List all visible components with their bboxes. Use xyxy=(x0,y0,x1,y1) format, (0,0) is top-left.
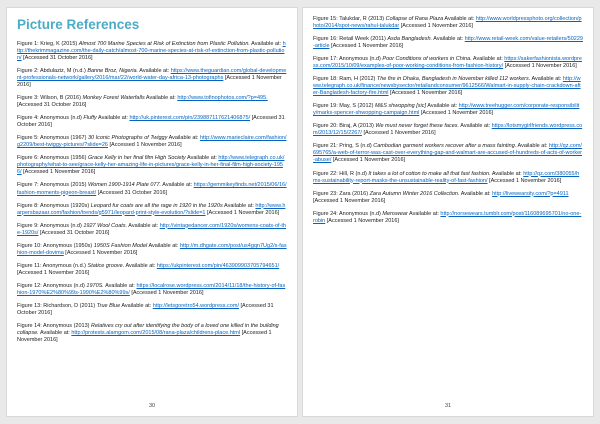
reference-available-at: Available at: xyxy=(103,282,137,289)
reference-link[interactable]: http://qz.com/695765/a-web-of-terror-was-cast-over-everything-gap-and-walmart-are-accused-of-hundreds-of-acts-of-worker-abuse/ xyxy=(313,143,582,164)
reference-available-at: Available at: xyxy=(147,242,180,249)
figure-label: Figure 13: xyxy=(17,302,42,309)
reference-accessed-date: [Accessed 31 October 2016] xyxy=(96,189,168,196)
reference-entry xyxy=(313,56,583,70)
reference-title: 1950S Fashion Model xyxy=(93,242,148,249)
reference-entry xyxy=(17,155,287,176)
reference-link[interactable]: http://www.harpersbazaar.com/fashion/trends/g5971/leopard-print-style-evolution/?slide=1 xyxy=(17,202,286,216)
reference-link[interactable]: http://protests.alamgom.com/2015/08/rana-plaza/childrens-place.html xyxy=(71,329,241,336)
reference-author-year: Anonymous (n.d) xyxy=(337,210,383,217)
reference-title: Menswear xyxy=(382,210,408,217)
figure-label: Figure 12: xyxy=(17,282,42,289)
reference-author-year: Abdulaziz, M (n.d.) xyxy=(38,68,88,75)
reference-title: The fire in Dhaka, Bangladesh in November killed 112 workers. xyxy=(376,76,531,83)
reference-accessed-date: [Accessed 1 November 2016] xyxy=(313,197,386,204)
reference-author-year: Anonymous (n.d) xyxy=(337,56,383,63)
reference-author-year: Richardson, D (2011) xyxy=(41,302,97,309)
reference-available-at: Available at: xyxy=(120,302,153,309)
reference-author-year: Ram, H (2012) xyxy=(337,76,377,83)
figure-label: Figure 16: xyxy=(313,36,338,43)
reference-entry xyxy=(17,203,287,217)
reference-title: Leopard fur coats are all the rage in 1920 in the 1920s xyxy=(90,202,223,209)
reference-accessed-date: [Accessed 31 October 2016] xyxy=(21,55,93,62)
reference-accessed-date: [Accessed 1 November 2016] xyxy=(331,157,406,164)
reference-available-at: Available at: xyxy=(96,115,130,122)
reference-available-at: Available at: xyxy=(138,68,171,75)
reference-available-at: Available at: xyxy=(443,16,476,22)
reference-accessed-date: [Accessed 1 November 2016] xyxy=(325,217,399,224)
reference-title: Women 1900-1914 Plate 077. xyxy=(87,182,162,189)
reference-entry xyxy=(17,243,287,257)
figure-label: Figure 1: xyxy=(17,41,39,47)
reference-link[interactable]: http://m.dhgate.com/post/us4gqn7Ug2/s-fashion-model-dovima xyxy=(17,242,287,256)
reference-author-year: Anonymous (1950s) xyxy=(41,242,94,249)
reference-entry xyxy=(17,323,287,344)
reference-entry xyxy=(313,76,583,97)
figure-label: Figure 3: xyxy=(17,95,39,102)
reference-accessed-date: [Accessed 1 November 2016] xyxy=(205,209,280,216)
figure-label: Figure 18: xyxy=(313,76,338,83)
reference-link[interactable]: http://norsewears.tumblr.com/post/116089695701/no-one-robin xyxy=(313,210,582,224)
reference-available-at: Available at: xyxy=(530,76,563,83)
figure-label: Figure 11: xyxy=(17,262,42,269)
figure-label: Figure 17: xyxy=(313,56,338,63)
reference-available-at: Available at: xyxy=(222,202,256,209)
reference-title: 1927 Wool Coats. xyxy=(83,222,128,229)
reference-link[interactable]: http://letsgoretro54.wordpress.com/ xyxy=(152,302,239,309)
reference-title: Almost 700 Marine Species at Risk of Extinction from Plastic Pollution. xyxy=(78,41,250,47)
figure-label: Figure 24: xyxy=(313,210,338,217)
reference-accessed-date: [Accessed 1 November 2016] xyxy=(329,43,404,50)
reference-title: 1970S. xyxy=(86,282,104,289)
reference-available-at: Available at: xyxy=(167,135,200,142)
reference-author-year: Krieg, K (2015) xyxy=(38,41,79,47)
reference-title: Asda Bangladesh. xyxy=(387,36,433,43)
reference-available-at: Available at: xyxy=(161,182,194,189)
reference-list-right xyxy=(313,16,583,225)
reference-entry xyxy=(313,171,583,185)
reference-entry xyxy=(17,182,287,196)
reference-link[interactable]: https://lotsmygirlfriends.wordpress.com/2013/12/15/2267/ xyxy=(313,123,583,137)
reference-author-year: Pring, S (n.d) xyxy=(337,143,374,150)
reference-accessed-date: [Accessed 1 November 2016] xyxy=(17,329,272,343)
reference-accessed-date: [Accessed 1 November 2016] xyxy=(487,177,562,184)
reference-author-year: Anonymous (2013) xyxy=(41,322,91,329)
reference-link[interactable]: http://uk.pinterest.com/pin/239887117621406875/ xyxy=(129,115,251,122)
reference-available-at: Available at: xyxy=(471,56,505,63)
reference-link[interactable]: http://vintagedancer.com/1920s/womens-coats-of-the-1920s/ xyxy=(17,222,286,236)
reference-entry xyxy=(17,115,287,129)
reference-available-at: Available at: xyxy=(432,36,465,43)
reference-link[interactable]: http://www.treehugger.com/corporate-responsibility/marks-spencer-shwopping-campaign.html xyxy=(313,103,580,117)
reference-author-year: May, S (2012) xyxy=(337,103,375,110)
reference-entry xyxy=(17,41,287,62)
reference-entry xyxy=(313,36,583,50)
reference-title: It takes a lot of cotton to make all that fast fashion. xyxy=(368,170,491,177)
reference-available-at: Available at: xyxy=(459,123,492,130)
reference-title: We must never forget these faces. xyxy=(375,123,460,130)
reference-accessed-date: [Accessed 31 October 2016] xyxy=(17,302,274,316)
reference-title: 30 Iconic Photographs of Twiggy xyxy=(87,135,168,142)
reference-available-at: Available at: xyxy=(490,170,524,177)
figure-label: Figure 21: xyxy=(313,143,338,150)
page-number-right: 31 xyxy=(444,403,452,409)
reference-link[interactable]: http://qz.com/380055/hms-sustainability-report-masks-the-unsustainable-reality-of-fast-fashion/ xyxy=(313,170,580,184)
reference-available-at: Available at: xyxy=(127,222,160,229)
reference-author-year: Biraj, A (2013) xyxy=(337,123,376,130)
figure-label: Figure 8: xyxy=(17,202,39,209)
reference-title: Banne Broz, Nigeria. xyxy=(87,68,139,75)
figure-label: Figure 15: xyxy=(313,16,338,22)
reference-author-year: Anonymous (n.d.) xyxy=(41,262,88,269)
reference-entry xyxy=(17,263,287,277)
reference-link[interactable]: https://ukpinterest.com/pin/463909903705794651/ xyxy=(156,262,280,269)
reference-accessed-date: [Accessed 31 October 2016] xyxy=(17,115,285,129)
reference-author-year: Anonymous (1956) xyxy=(38,155,88,162)
figure-label: Figure 5: xyxy=(17,135,39,142)
reference-author-year: Anonymous (n.d) xyxy=(38,222,84,229)
reference-link[interactable]: http://www.worldpressphoto.org/collection/photo/2014/spot-news/rahul-talukdar xyxy=(313,16,582,30)
reference-author-year: Anonymous (1967) xyxy=(38,135,88,142)
reference-available-at: Available at: xyxy=(407,210,441,217)
reference-title: Grace Kelly in her final film High Society xyxy=(87,155,186,162)
reference-author-year: Anonymous (n.d) xyxy=(38,115,84,122)
reference-author-year: Anonymous (2015) xyxy=(38,182,88,189)
reference-accessed-date: [Accessed 1 November 2016] xyxy=(63,249,138,256)
reference-link[interactable]: https://gemmikeyfinds.net/2015/06/16/fashion-moments-pigeon-breast/ xyxy=(17,182,287,196)
reference-accessed-date: [Accessed 1 November 2016] xyxy=(17,269,90,276)
reference-link[interactable]: https://localrose.wordpress.com/2014/11/18/the-history-of-fashion-1970%E2%80%99s-1990%E2%80%99s/ xyxy=(17,282,286,296)
reference-accessed-date: [Accessed 1 November 2016] xyxy=(129,289,204,296)
reference-title: Monkey Forest Waterfalls xyxy=(82,95,145,102)
reference-available-at: Available at: xyxy=(38,329,72,336)
reference-accessed-date: [Accessed 1 November 2016] xyxy=(503,63,577,70)
reference-author-year: Zara (2016) xyxy=(337,190,370,197)
figure-label: Figure 14: xyxy=(17,322,42,329)
figure-label: Figure 6: xyxy=(17,155,39,162)
figure-label: Figure 2: xyxy=(17,68,39,75)
reference-accessed-date: [Accessed 1 November 2016] xyxy=(107,142,182,149)
reference-link[interactable]: http://thekrimmagazine.com/the-daily-catch/almost-700-marine-species-at-risk-of-extinction-from-plastic-pollution/ xyxy=(17,41,286,62)
reference-link[interactable]: http://www.retail-week.com/value-retailers/50229-article xyxy=(313,36,583,50)
reference-author-year: Talukdar, R (2013) xyxy=(337,16,386,22)
reference-entry xyxy=(313,16,583,30)
reference-entry xyxy=(313,143,583,164)
reference-author-year: Hill, R (n.d) xyxy=(337,170,369,177)
reference-accessed-date: [Accessed 1 November 2016] xyxy=(361,130,436,137)
figure-label: Figure 4: xyxy=(17,115,39,122)
reference-accessed-date: [Accessed 1 November 2016] xyxy=(399,23,473,30)
reference-accessed-date: [Accessed 1 November 2016] xyxy=(419,110,494,117)
reference-available-at: Available at: xyxy=(249,41,283,47)
reference-entry xyxy=(17,283,287,297)
reference-title: Statice groove. xyxy=(87,262,125,269)
reference-accessed-date: [Accessed 1 November 2016] xyxy=(17,75,282,89)
reference-link[interactable]: http://www.marieclaire.com/fashion/g2209/best-twiggy-pictures/?slide=26 xyxy=(17,135,287,149)
reference-accessed-date: [Accessed 31 October 2016] xyxy=(17,102,87,109)
reference-title: Relatives cry out after identifying the body of a loved one killed in the building collapse. xyxy=(17,322,279,336)
figure-label: Figure 23: xyxy=(313,190,338,197)
reference-title: M&S shwopping [sic] xyxy=(374,103,427,110)
reference-entry xyxy=(17,68,287,89)
reference-link[interactable]: http://livewearsity.com/?p=4911 xyxy=(492,190,569,197)
reference-link[interactable]: https://sakerfashionista.wordpress.com/2015/10/09/examples-of-poor-working-conditions-from-fashion-history/ xyxy=(313,56,582,70)
reference-available-at: Available at: xyxy=(426,103,459,110)
reference-title: Poor Conditions of workers in China. xyxy=(382,56,472,63)
reference-author-year: Retail Week (2011) xyxy=(337,36,388,43)
page-title: Picture References xyxy=(17,17,140,32)
reference-title: Cambodian garment workers recover after a mass fainting. xyxy=(373,143,517,150)
reference-accessed-date: [Accessed 31 October 2016] xyxy=(38,229,110,236)
reference-accessed-date: [Accessed 1 November 2016] xyxy=(388,90,463,97)
reference-title: Fluffy xyxy=(83,115,97,122)
reference-entry xyxy=(313,103,583,117)
reference-entry xyxy=(313,211,583,225)
reference-entry xyxy=(17,303,287,317)
reference-list-left xyxy=(17,41,287,344)
figure-label: Figure 22: xyxy=(313,170,338,177)
reference-link[interactable]: https://www.theguardian.com/global-development-professionals-network/gallery/2016/mar/22/world-water-day-africa-13-photographs xyxy=(17,68,287,82)
reference-link[interactable]: http://www.telegraph.co.uk/finance/newsbysector/retailandconsumer/9612566/Walmart-in-supply-chain-crackdown-after-Bangladesh-factory-fire.html xyxy=(313,76,581,97)
figure-label: Figure 7: xyxy=(17,182,39,189)
reference-author-year: Anonymous (1920s) xyxy=(38,202,91,209)
reference-title: Zara Autumn Winter 2016 Collection. xyxy=(369,190,460,197)
figure-label: Figure 9: xyxy=(17,222,39,229)
reference-link[interactable]: http://www.telegraph.co.uk/photography/what-to-see/grace-kelly-her-amazing-life-in-pictures/grace-kelly-in-her-final-film-high-society-1956/ xyxy=(17,155,285,176)
reference-available-at: Available at: xyxy=(144,95,178,102)
reference-available-at: Available at: xyxy=(185,155,219,162)
figure-label: Figure 10: xyxy=(17,242,42,249)
figure-label: Figure 20: xyxy=(313,123,338,130)
reference-title: Collapse of Rana Plaza xyxy=(385,16,444,22)
reference-available-at: Available at: xyxy=(124,262,157,269)
reference-available-at: Available at: xyxy=(516,143,549,150)
reference-entry xyxy=(17,95,287,109)
reference-title: True Blue xyxy=(96,302,121,309)
reference-entry xyxy=(313,123,583,137)
figure-label: Figure 19: xyxy=(313,103,338,110)
page-number-left: 30 xyxy=(148,403,156,409)
reference-entry xyxy=(313,191,583,205)
page-left xyxy=(6,7,298,417)
reference-link[interactable]: http://www.tofinophotos.com/?p=495. xyxy=(177,95,268,102)
reference-entry xyxy=(17,135,287,149)
reference-author-year: Wilson, B (2016) xyxy=(38,95,83,102)
page-right xyxy=(302,7,594,417)
reference-author-year: Anonymous (n.d) xyxy=(41,282,87,289)
reference-entry xyxy=(17,223,287,237)
reference-available-at: Available at: xyxy=(459,190,493,197)
reference-accessed-date: [Accessed 1 November 2016] xyxy=(21,169,96,176)
